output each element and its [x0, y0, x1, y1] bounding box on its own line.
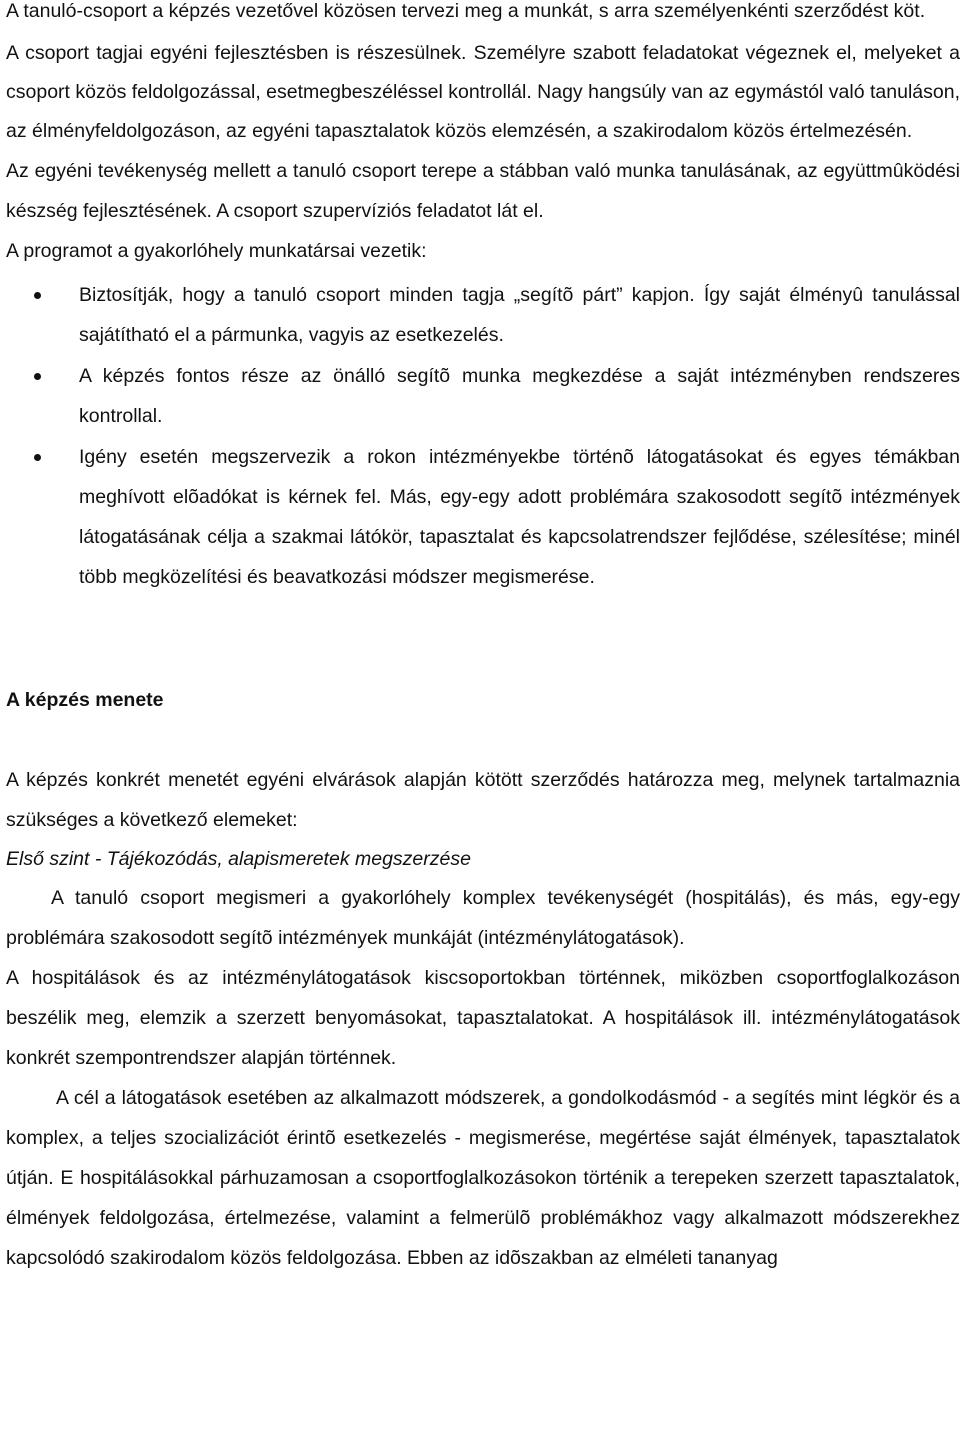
- list-item-text: Igény esetén megszervezik a rokon intézményekbe történõ látogatásokat és egyes témákban meghívott elõadókat is kérnek fel. Más, egy-egy adott problémára szakosodott segítõ intézmények látogatásának célja a szakmai látókör, tapasztalat és kapcsolatrendszer fejlődése, szélesítése; minél több megközelítési és beavatkozási módszer megismerése.: [79, 445, 960, 588]
- paragraph-training-course: A képzés konkrét menetét egyéni elvárások alapján kötött szerződés határozza meg, melynek tartalmaznia szükséges a következő elemeket:: [6, 768, 960, 831]
- paragraph-goal: A cél a látogatások esetében az alkalmazott módszerek, a gondolkodásmód - a segítés mint légkör és a komplex, a teljes szocializációt érintõ esetkezelés - megismerése, megértése saját élmények, tapasztalatok útján. E hospitálásokkal párhuzamosan a csoportfoglalkozásokon történik a terepeken szerzett tapasztalatok, élmények feldolgozása, értelmezése, valamint a felmerülõ problémákhoz vagy alkalmazott módszerekhez kapcsolódó szakirodalom közös feldolgozása. Ebben az idõszakban az elméleti tananyag: [6, 1086, 960, 1269]
- section-heading: A képzés menete: [6, 688, 164, 711]
- list-item: [6, 275, 960, 355]
- bullet-icon: [34, 292, 41, 299]
- bullet-list: [6, 275, 960, 597]
- list-item: [6, 437, 960, 597]
- level-title: Első szint - Tájékozódás, alapismeretek megszerzése: [6, 847, 471, 870]
- list-item-text: Biztosítják, hogy a tanuló csoport minden tagja „segítõ párt” kapjon. Így saját élményû tanulással sajátítható el a pármunka, vagyis az esetkezelés.: [79, 283, 960, 346]
- list-item: [6, 356, 960, 436]
- paragraph-team-work: Az egyéni tevékenység mellett a tanuló csoport terepe a stábban való munka tanulásának, az együttmûködési készség fejlesztésének. A csoport szupervíziós feladatot lát el.: [6, 159, 960, 222]
- paragraph-program-leaders: A programot a gyakorlóhely munkatársai vezetik:: [6, 239, 427, 262]
- list-item-text: A képzés fontos része az önálló segítõ munka megkezdése a saját intézményben rendszeres kontrollal.: [79, 364, 960, 427]
- paragraph-contract: A tanuló-csoport a képzés vezetővel közösen tervezi meg a munkát, s arra személyenkénti szerződést köt.: [6, 0, 926, 22]
- paragraph-individual-development: A csoport tagjai egyéni fejlesztésben is részesülnek. Személyre szabott feladatokat végeznek el, melyeket a csoport közös feldolgozással, esetmegbeszéléssel kontrollál. Nagy hangsúly van az egymástól való tanuláson, az élményfeldolgozáson, az egyéni tapasztalatok közös elemzésén, a szakirodalom közös értelmezésén.: [6, 41, 960, 142]
- paragraph-hospitalization: A tanuló csoport megismeri a gyakorlóhely komplex tevékenységét (hospitálás), és más, egy-egy problémára szakosodott segítõ intézmények munkáját (intézménylátogatások).: [6, 886, 960, 949]
- bullet-icon: [34, 454, 41, 461]
- bullet-icon: [34, 373, 41, 380]
- paragraph-small-groups: A hospitálások és az intézménylátogatások kiscsoportokban történnek, miközben csoportfoglalkozáson beszélik meg, elemzik a szerzett benyomásokat, tapasztalatokat. A hospitálások ill. intézménylátogatások konkrét szempontrendszer alapján történnek.: [6, 966, 960, 1069]
